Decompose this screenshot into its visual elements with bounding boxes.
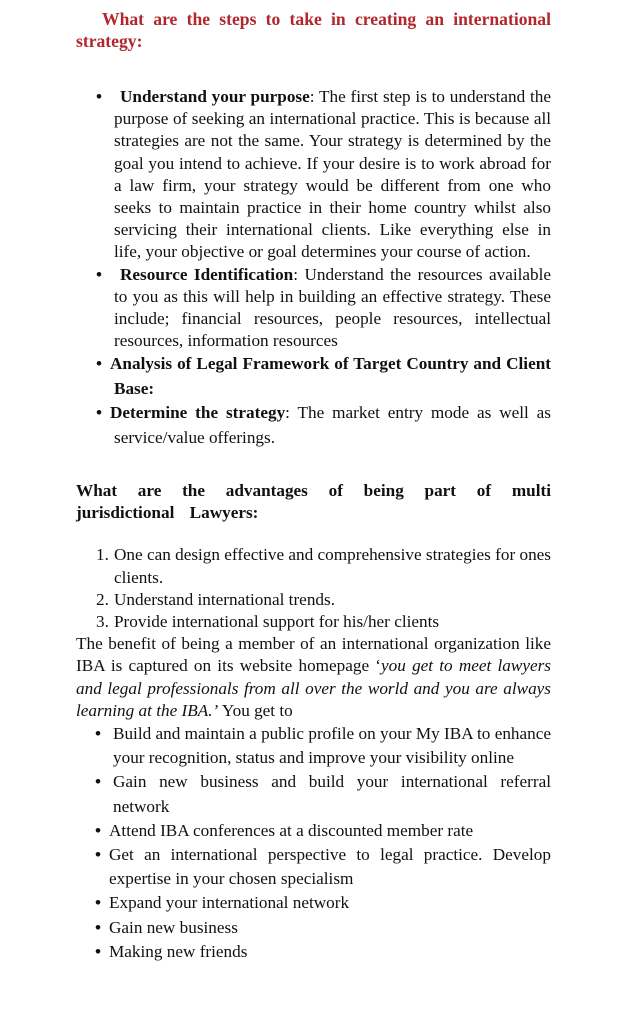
list-item (76, 264, 551, 353)
item-number: 1. (96, 545, 109, 565)
item-term: Determine the strategy (110, 403, 286, 423)
numbered-item (76, 611, 551, 633)
item-number: 2. (96, 589, 109, 609)
list-item (76, 770, 551, 818)
item-text: Gain new business (109, 917, 238, 937)
item-text: : The market entry mode as well as service/value offerings. (114, 403, 552, 447)
item-term: Understand your purpose (120, 87, 310, 106)
numbered-item (76, 589, 551, 611)
bullet-icon: • (95, 772, 102, 792)
bullet-icon: • (96, 264, 103, 284)
document-page (76, 8, 551, 964)
list-item (76, 940, 551, 964)
item-text: Attend IBA conferences at a discounted member rate (109, 820, 474, 840)
list-item (76, 916, 551, 940)
list-item (76, 401, 551, 450)
numbered-item (76, 544, 551, 588)
bullet-icon: • (95, 941, 102, 961)
benefit-outro: You get to (218, 700, 293, 720)
item-text: Get an international perspective to legal practice. Develop expertise in your chosen specialism (109, 845, 551, 889)
bullet-icon: • (96, 403, 103, 423)
item-text: One can design effective and comprehensive strategies for ones clients. (114, 545, 551, 587)
list-item (76, 819, 551, 843)
bullet-icon: • (95, 845, 102, 865)
benefit-quote: you get to meet lawyers and legal professionals from all over the world and you are always learning at the IBA.’ (76, 656, 551, 720)
item-text: Understand international trends. (114, 589, 335, 609)
section-spacer (76, 450, 551, 480)
list-item (76, 843, 551, 891)
item-text: : The first step is to understand the purpose of seeking an international practice. This is because all strategies are not the same. Your strategy is determined by the goal you intend to achieve. If your desire is to work abroad for a law firm, your strategy would be different from one who seeks to maintain practice in their home country whilst also servicing their international clients. Like everything else in life, your objective or goal determines your course of action. (114, 87, 551, 262)
benefit-intro: The benefit of being a member of an international organization like IBA is captured on its website homepage ‘ (76, 634, 551, 676)
list-item (76, 722, 551, 770)
bullet-icon: • (95, 893, 102, 913)
item-text: Gain new business and build your international referral network (113, 772, 551, 816)
bullet-icon: • (95, 917, 102, 937)
list-item (76, 86, 551, 264)
bullet-icon: • (95, 724, 102, 744)
item-text: Build and maintain a public profile on your My IBA to enhance your recognition, status and improve your visibility online (113, 724, 551, 768)
benefit-paragraph (76, 633, 551, 722)
item-number: 3. (96, 612, 109, 632)
bullet-icon: • (96, 354, 103, 374)
bullet-icon: • (95, 820, 102, 840)
item-text: Making new friends (109, 941, 248, 961)
section-heading-advantages (76, 480, 551, 524)
bullet-icon: • (96, 87, 103, 106)
steps-list (76, 86, 551, 450)
advantages-list (76, 544, 551, 633)
list-item (76, 352, 551, 401)
list-item (76, 891, 551, 915)
item-text: Provide international support for his/her clients (114, 612, 440, 632)
benefits-list (76, 722, 551, 964)
item-text: : Understand the resources available to you as this will help in building an effective strategy. These include; financial resources, people resources, intellectual resources, information resources (114, 264, 552, 351)
item-term: Resource Identification (120, 264, 294, 284)
item-text: Expand your international network (109, 893, 350, 913)
section-heading-steps: What are the steps to take in creating an international strategy: (76, 9, 551, 51)
item-term: Analysis of Legal Framework of Target Country and Client Base: (110, 354, 551, 398)
heading-text: What are the advantages of being part of multi jurisdictional Lawyers: (76, 481, 551, 523)
